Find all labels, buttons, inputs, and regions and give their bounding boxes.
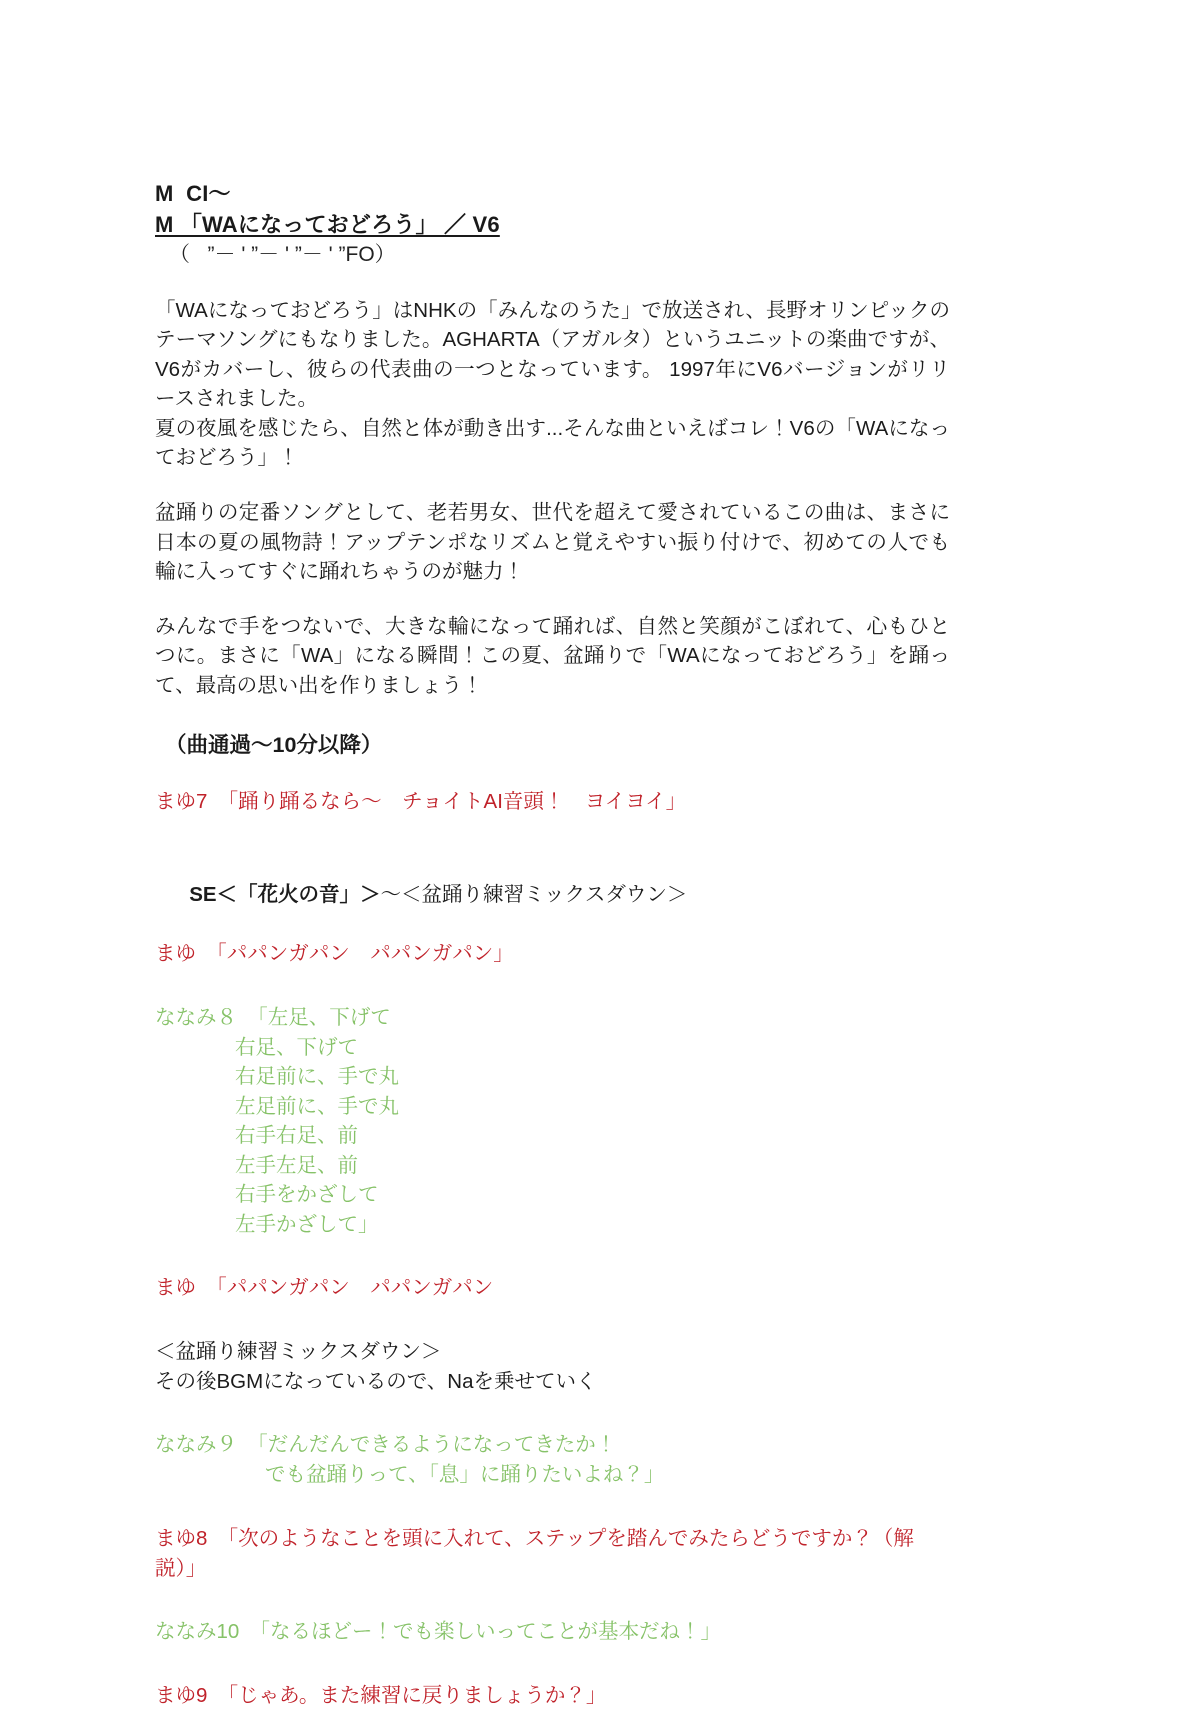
header-line-1: M CI～ xyxy=(155,181,231,206)
dance-step: 右足前に、手で丸 xyxy=(235,1065,399,1089)
dance-step: 左手かざして」 xyxy=(235,1212,379,1236)
se-bold-part: SE＜「花火の音」＞ xyxy=(189,883,381,907)
mixdown-note: その後BGMになっているので、Naを乗せていく xyxy=(155,1369,597,1393)
paragraph-intro-1b: 夏の夜風を感じたら、自然と体が動き出す...そんな曲といえばコレ！V6の「WAになっておどろう」！ xyxy=(155,416,950,470)
cue-mayu-papan-2: まゆ 「パパンガパン パパンガパン xyxy=(155,1276,494,1300)
timing-callout: （曲通過～10分以降） xyxy=(165,733,383,758)
cue-se-hanabi xyxy=(155,850,950,939)
paragraph-intro-1: 「WAになっておどろう」はNHKの「みんなのうた」で放送され、長野オリンピックのテーマソングにもなりました。AGHARTA（アガルタ）というユニットの楽曲ですが、V6がカバーし、彼らの代表曲の一つとなっています。 1997年にV6バージョンがリリースされました。 xyxy=(155,298,950,411)
header-line-2: M 「WAになっておどろう」 ／ V6 xyxy=(155,212,500,238)
paragraph-intro-2: 盆踊りの定番ソングとして、老若男女、世代を超えて愛されているこの曲は、まさに日本の夏の風物詩！アップテンポなリズムと覚えやすい振り付けで、初めての人でも輪に入ってすぐに踊れちゃうのが魅力！ xyxy=(155,501,950,584)
header-line-3: （ ”－ ' ”－ ' ”－ ' ”FO） xyxy=(169,243,396,267)
nanami-8-first-line: ななみ８ 「左足、下げて xyxy=(155,1006,391,1030)
cue-nanami-9 xyxy=(155,1430,950,1489)
cue-mayu-7: まゆ7 「踊り踊るなら～ チョイトAI音頭！ ヨイヨイ」 xyxy=(155,789,687,813)
nanami-9-line-2: でも盆踊りって、「息」に踊りたいよね？」 xyxy=(265,1463,665,1487)
document-body xyxy=(155,178,950,1711)
cue-nanami-8 xyxy=(155,1003,950,1239)
cue-mayu-8: まゆ8 「次のようなことを頭に入れて、ステップを踏んでみたらどうですか？（解説）」 xyxy=(155,1526,914,1580)
script-header xyxy=(155,178,950,271)
dance-step: 左足前に、手で丸 xyxy=(235,1094,399,1118)
dance-step: 左手左足、前 xyxy=(235,1153,358,1177)
paragraph-intro-3: みんなで手をつないで、大きな輪になって踊れば、自然と笑顔がこぼれて、心もひとつに。まさに「WA」になる瞬間！この夏、盆踊りで「WAになっておどろう」を踊って、最高の思い出を作りましょう！ xyxy=(155,614,950,697)
se-rest-part: ～＜盆踊り練習ミックスダウン＞ xyxy=(380,883,688,907)
cue-mayu-papan-1: まゆ 「パパンガパン パパンガパン」 xyxy=(155,942,514,966)
nanami-9-line-1: ななみ９ 「だんだんできるようになってきたか！ xyxy=(155,1433,617,1457)
cue-nanami-10: ななみ10 「なるほどー！でも楽しいってことが基本だね！」 xyxy=(155,1620,722,1644)
mixdown-header: ＜盆踊り練習ミックスダウン＞ xyxy=(155,1340,442,1364)
dance-step: 右足、下げて xyxy=(235,1035,358,1059)
cue-mayu-9: まゆ9 「じゃあ。また練習に戻りましょうか？」 xyxy=(155,1684,607,1708)
dance-step: 右手右足、前 xyxy=(235,1124,358,1148)
dance-step: 右手をかざして xyxy=(235,1183,379,1207)
header-line-2-wrap xyxy=(155,209,950,240)
